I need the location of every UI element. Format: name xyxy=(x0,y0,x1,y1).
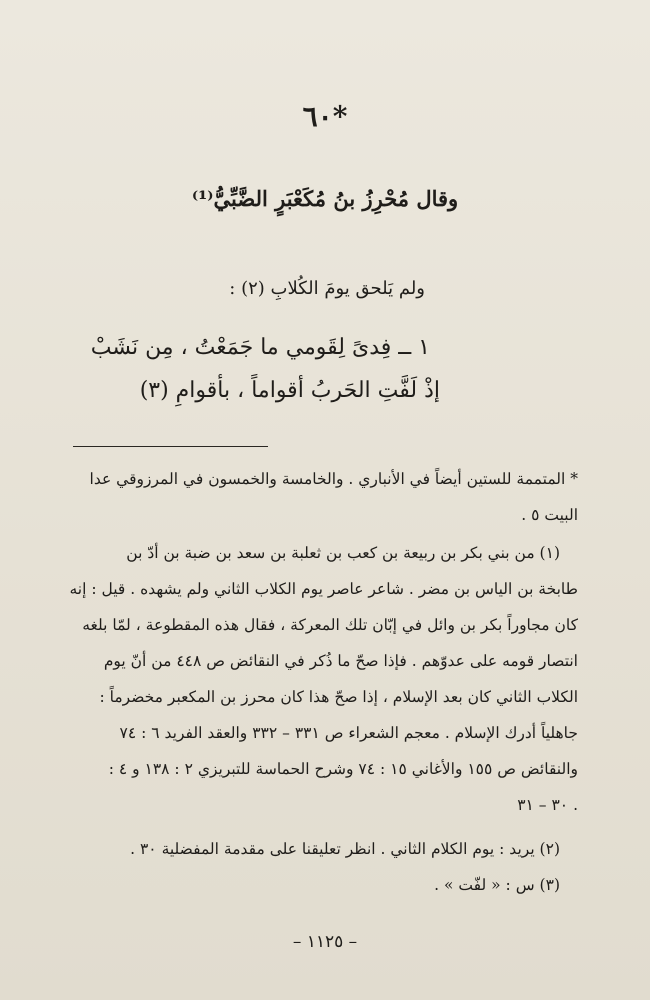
footnote-1-line: (١) من بني بكر بن ربيعة بن كعب بن ثعلبة بن سعد بن ضبة بن أدّ بن xyxy=(126,544,560,562)
footnote-1-line: كان مجاوراً بكر بن وائل في إبّان تلك المعركة ، فقال هذه المقطوعة ، لمّا بلغه xyxy=(82,616,578,634)
footnote-star-line: * المتممة للستين أيضاً في الأنباري . والخامسة والخمسون في المرزوقي عدا xyxy=(89,470,578,488)
footnote-1-line: ٣٠ – ٣١ . xyxy=(517,796,578,814)
footnote-3: (٣) س : « لفّت » . xyxy=(434,876,560,894)
footnote-1-line: الكلاب الثاني كان بعد الإسلام ، إذا صحّ هذا كان محرز بن المكعبر مخضرماً : xyxy=(99,688,578,706)
footnote-1-line: والنقائض ص ١٥٥ والأغاني ١٥ : ٧٤ وشرح الحماسة للتبريزي ٢ : ١٣٨ و ٤ : xyxy=(108,760,578,778)
footnote-1-line: جاهلياً أدرك الإسلام . معجم الشعراء ص ٣٣١ – ٣٣٢ والعقد الفريد ٦ : ٧٤ xyxy=(119,724,578,742)
verse-1-first-hemistich: ١ ــ فِدىً لِقَومي ما جَمَعْتُ ، مِن نَشَبْ xyxy=(90,335,430,360)
verse-1-second-hemistich: إذْ لَفَّتِ الحَربُ أقواماً ، بأقوامِ (٣) xyxy=(139,378,440,403)
footnotes-block xyxy=(70,0,578,1000)
page-number: – ١١٢٥ – xyxy=(292,932,358,952)
footnote-1-line: طابخة بن الياس بن مضر . شاعر عاصر يوم الكلاب الثاني ولم يشهده . قيل : إنه xyxy=(69,580,578,598)
poem-subheading: ولم يَلحق يومَ الكُلابِ (٢) : xyxy=(229,278,425,299)
footnote-1-line: انتصار قومه على عدوّهم . فإذا صحّ ما ذُكر في النقائض ص ٤٤٨ من أنّ يوم xyxy=(103,652,578,670)
poem-number: *٦٠ xyxy=(302,100,348,133)
footnote-star-line: البيت ٥ . xyxy=(521,506,578,524)
poem-heading: وقال مُحْرِزُ بنُ مُكَعْبَرٍ الضَّبِّيُّ⁽¹⁾ xyxy=(191,186,459,211)
footnote-2: (٢) يريد : يوم الكلام الثاني . انظر تعليقنا على مقدمة المفضلية ٣٠ . xyxy=(130,840,560,858)
